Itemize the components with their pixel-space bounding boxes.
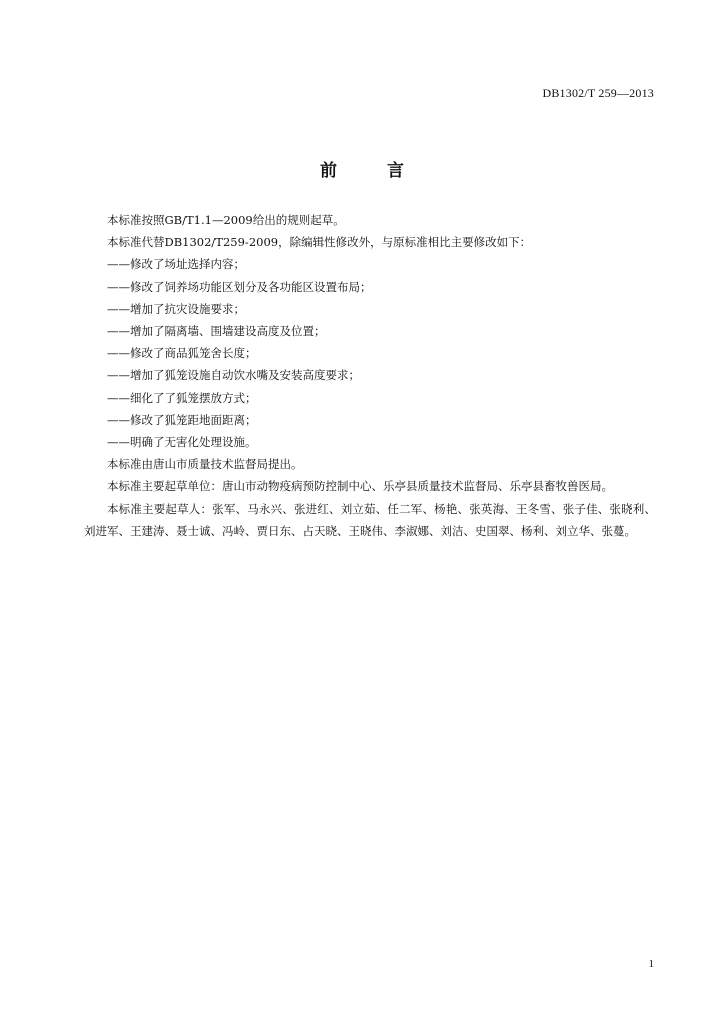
change-item: ——修改了商品狐笼舍长度； bbox=[107, 346, 257, 361]
change-item: ——增加了隔离墙、围墙建设高度及位置； bbox=[107, 324, 326, 339]
change-item: ——明确了无害化处理设施。 bbox=[107, 435, 257, 450]
foreword-body bbox=[84, 209, 656, 542]
change-item: ——修改了场址选择内容； bbox=[107, 257, 245, 272]
replacement-paragraph: 本标准代替DB1302/T259-2009，除编辑性修改外，与原标准相比主要修改如下： bbox=[107, 235, 532, 250]
drafters-paragraph: 本标准主要起草人：张军、马永兴、张进红、刘立茹、任二军、杨艳、张英海、王冬雪、张子佳、张晓利、刘进军、王建涛、聂士诚、冯岭、贾日东、占天晓、王晓伟、李淑娜、刘洁、史国翠、杨利、刘立华、张蔓。 bbox=[84, 501, 656, 538]
drafting-units-paragraph: 本标准主要起草单位：唐山市动物疫病预防控制中心、乐亭县质量技术监督局、乐亭县畜牧兽医局。 bbox=[107, 479, 613, 494]
page-number: 1 bbox=[648, 958, 654, 970]
proposer-paragraph: 本标准由唐山市质量技术监督局提出。 bbox=[107, 457, 303, 472]
page-title: 前 言 bbox=[320, 161, 426, 181]
change-item: ——增加了抗灾设施要求； bbox=[107, 301, 245, 316]
drafting-rule-paragraph: 本标准按照GB/T1.1—2009给出的规则起草。 bbox=[107, 213, 345, 227]
change-item: ——细化了了狐笼摆放方式； bbox=[107, 390, 257, 405]
change-item: ——修改了狐笼距地面距离； bbox=[107, 412, 257, 427]
change-item: ——修改了饲养场功能区划分及各功能区设置布局； bbox=[107, 279, 372, 294]
standard-code-header: DB1302/T 259—2013 bbox=[542, 86, 654, 100]
change-item: ——增加了狐笼设施自动饮水嘴及安装高度要求； bbox=[107, 368, 360, 383]
